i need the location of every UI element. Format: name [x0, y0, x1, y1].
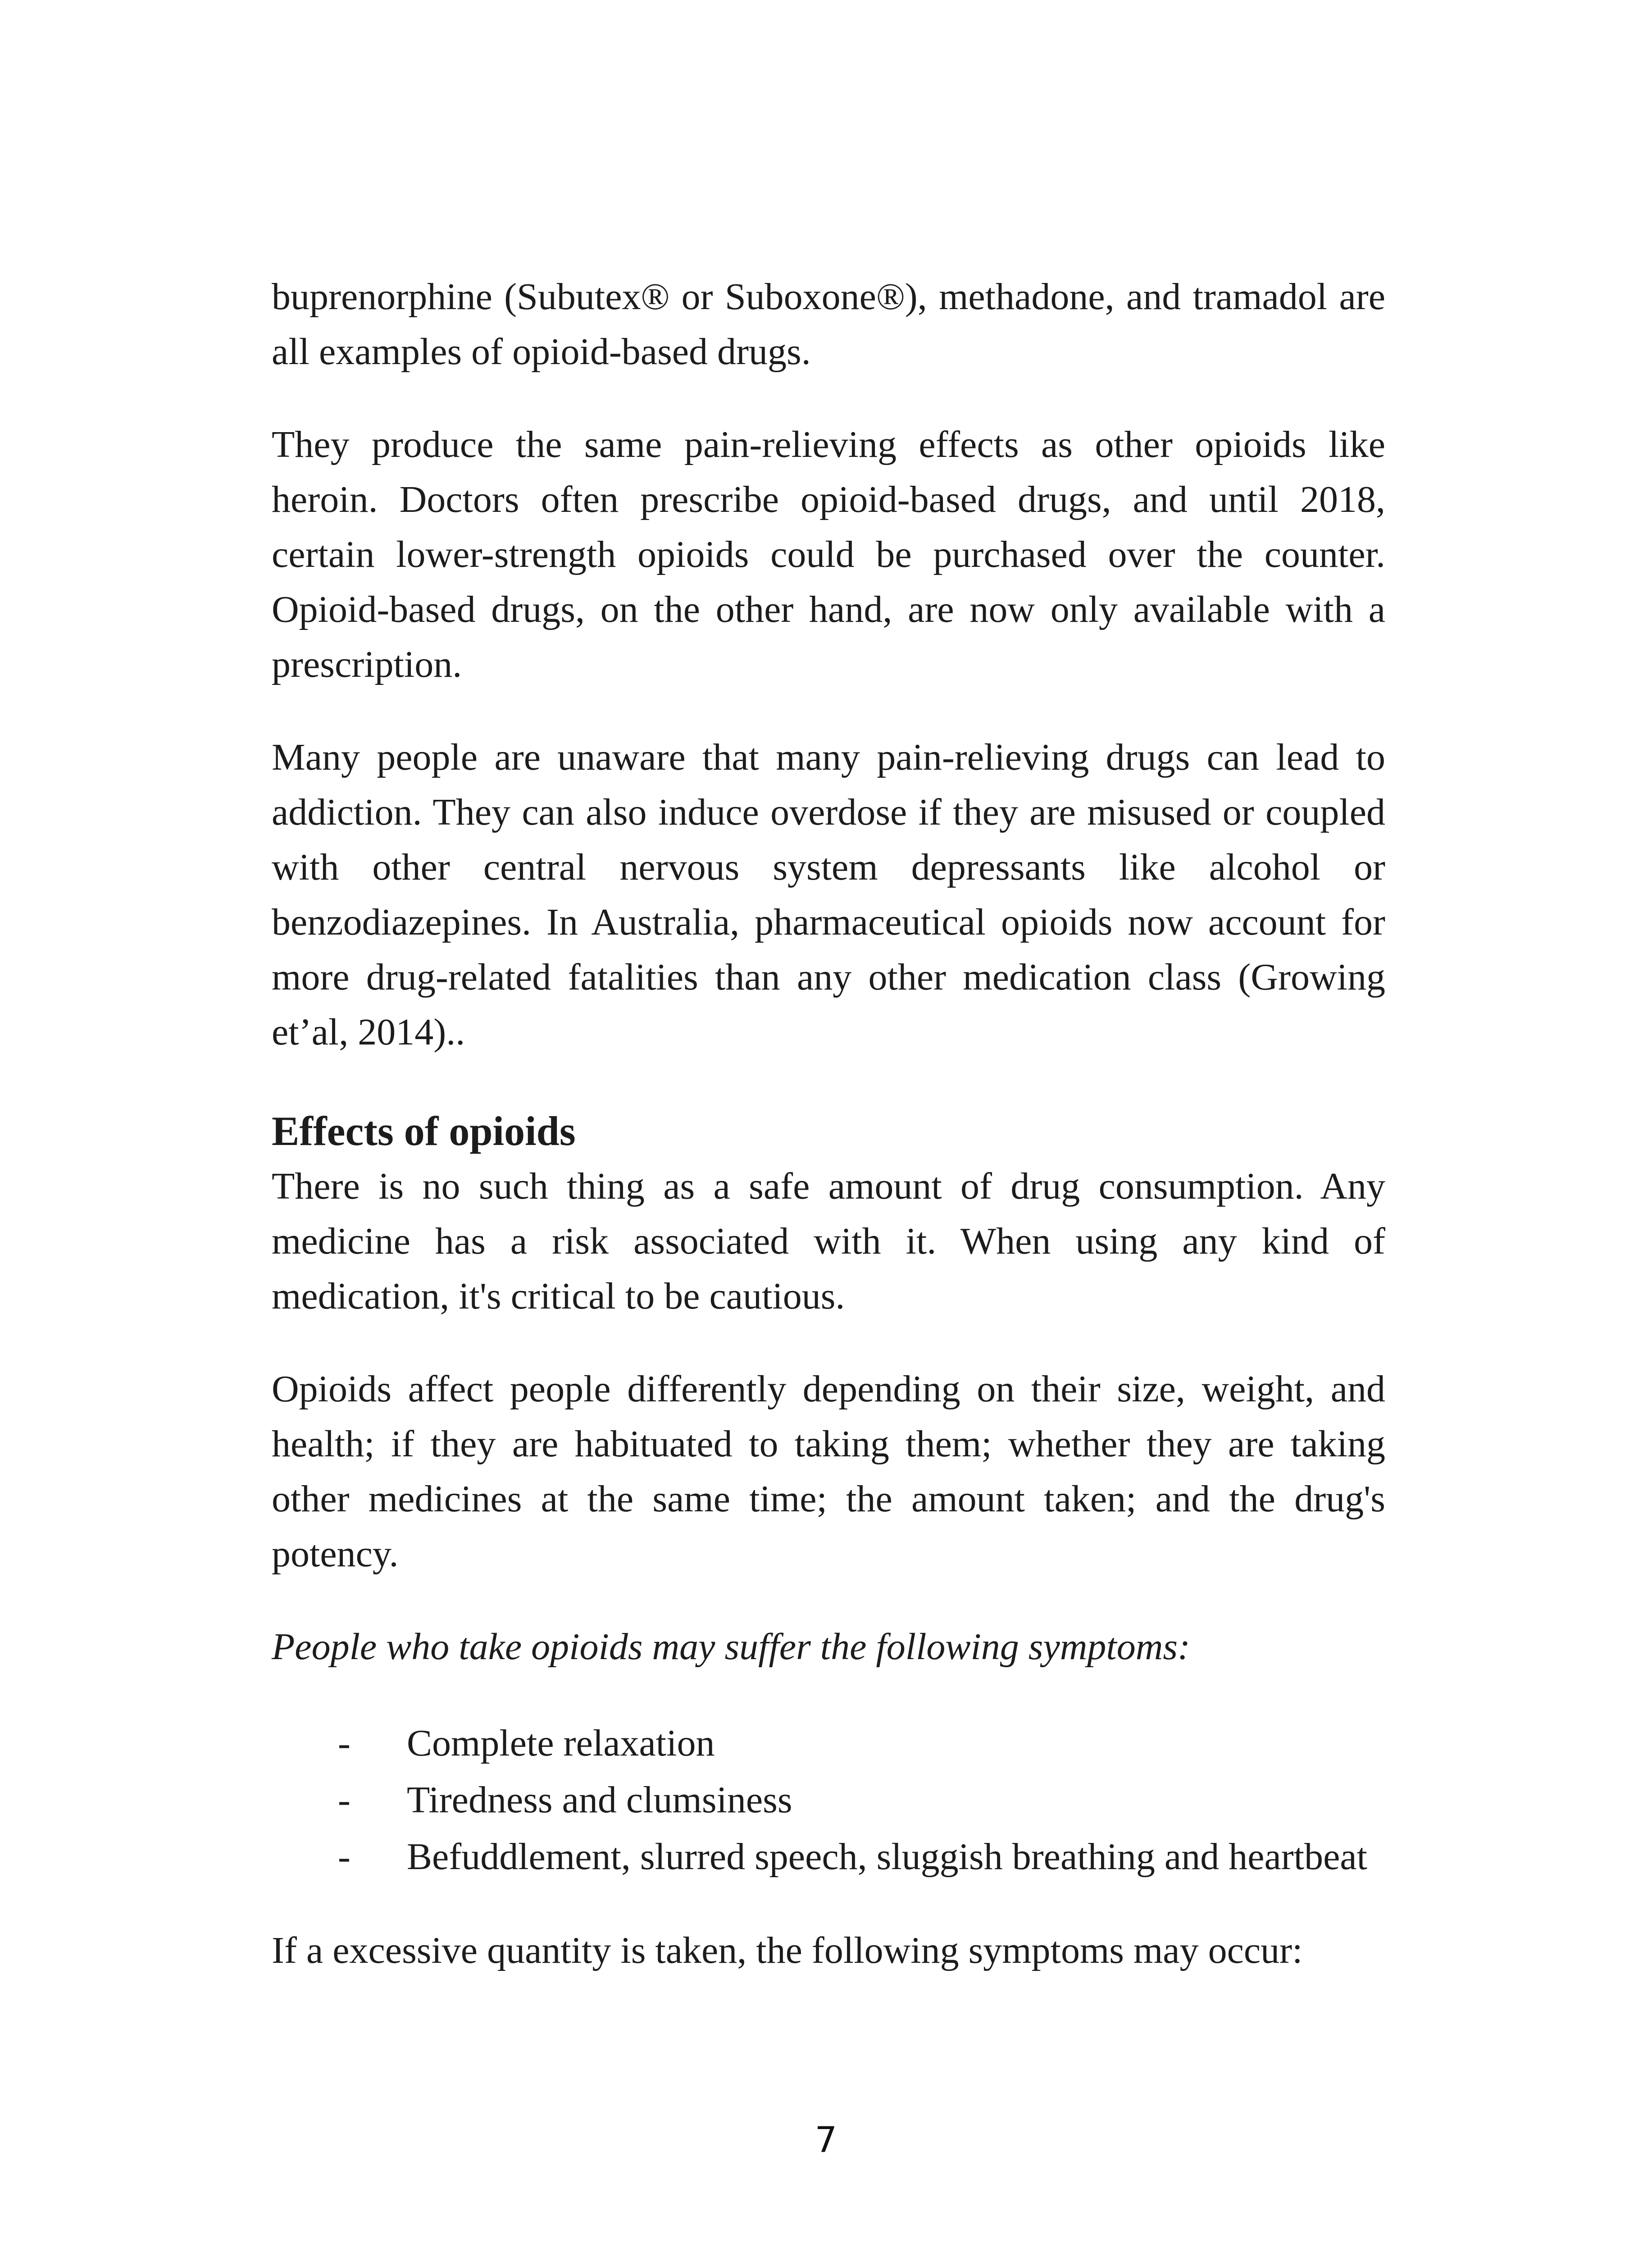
list-item-text: Tiredness and clumsiness	[407, 1779, 792, 1821]
section-heading-effects: Effects of opioids	[272, 1108, 576, 1154]
overdose-intro: If a excessive quantity is taken, the following symptoms may occur:	[272, 1929, 1303, 1971]
list-dash: -	[338, 1722, 350, 1764]
paragraph-drug-examples: buprenorphine (Subutex® or Suboxone®), methadone, and tramadol are all examples of opioid-based drugs.	[272, 276, 1385, 373]
list-item-text: Befuddlement, slurred speech, sluggish breathing and heartbeat	[407, 1836, 1367, 1878]
list-dash: -	[338, 1836, 350, 1878]
paragraph-safe-amount: There is no such thing as a safe amount of drug consumption. Any medicine has a risk associated with it. When using any kind of medication, it's critical to be cautious.	[272, 1165, 1385, 1317]
page-number: 7	[815, 2120, 837, 2161]
paragraph-addiction-risk: Many people are unaware that many pain-relieving drugs can lead to addiction. They can also induce overdose if they are misused or coupled with other central nervous system depressants like alcohol or benzodiazepines. In Australia, pharmaceutical opioids now account for more drug-related fatalities than any other medication class (Growing et’al, 2014)..	[272, 736, 1385, 1053]
list-item	[272, 1772, 1385, 1829]
symptoms-list	[272, 1715, 1385, 1885]
list-item	[272, 1715, 1385, 1772]
list-item	[272, 1829, 1385, 1885]
paragraph-pain-relief: They produce the same pain-relieving effects as other opioids like heroin. Doctors often prescribe opioid-based drugs, and until 2018, certain lower-strength opioids could be purchased over the counter. Opioid-based drugs, on the other hand, are now only available with a prescription.	[272, 424, 1385, 685]
paragraph-individual-effects: Opioids affect people differently depending on their size, weight, and health; if they are habituated to taking them; whether they are taking other medicines at the same time; the amount taken; and the drug's potency.	[272, 1368, 1385, 1575]
list-item-text: Complete relaxation	[407, 1722, 715, 1764]
page-content	[272, 269, 1385, 1978]
symptoms-intro: People who take opioids may suffer the following symptoms:	[272, 1626, 1191, 1668]
list-dash: -	[338, 1779, 350, 1821]
